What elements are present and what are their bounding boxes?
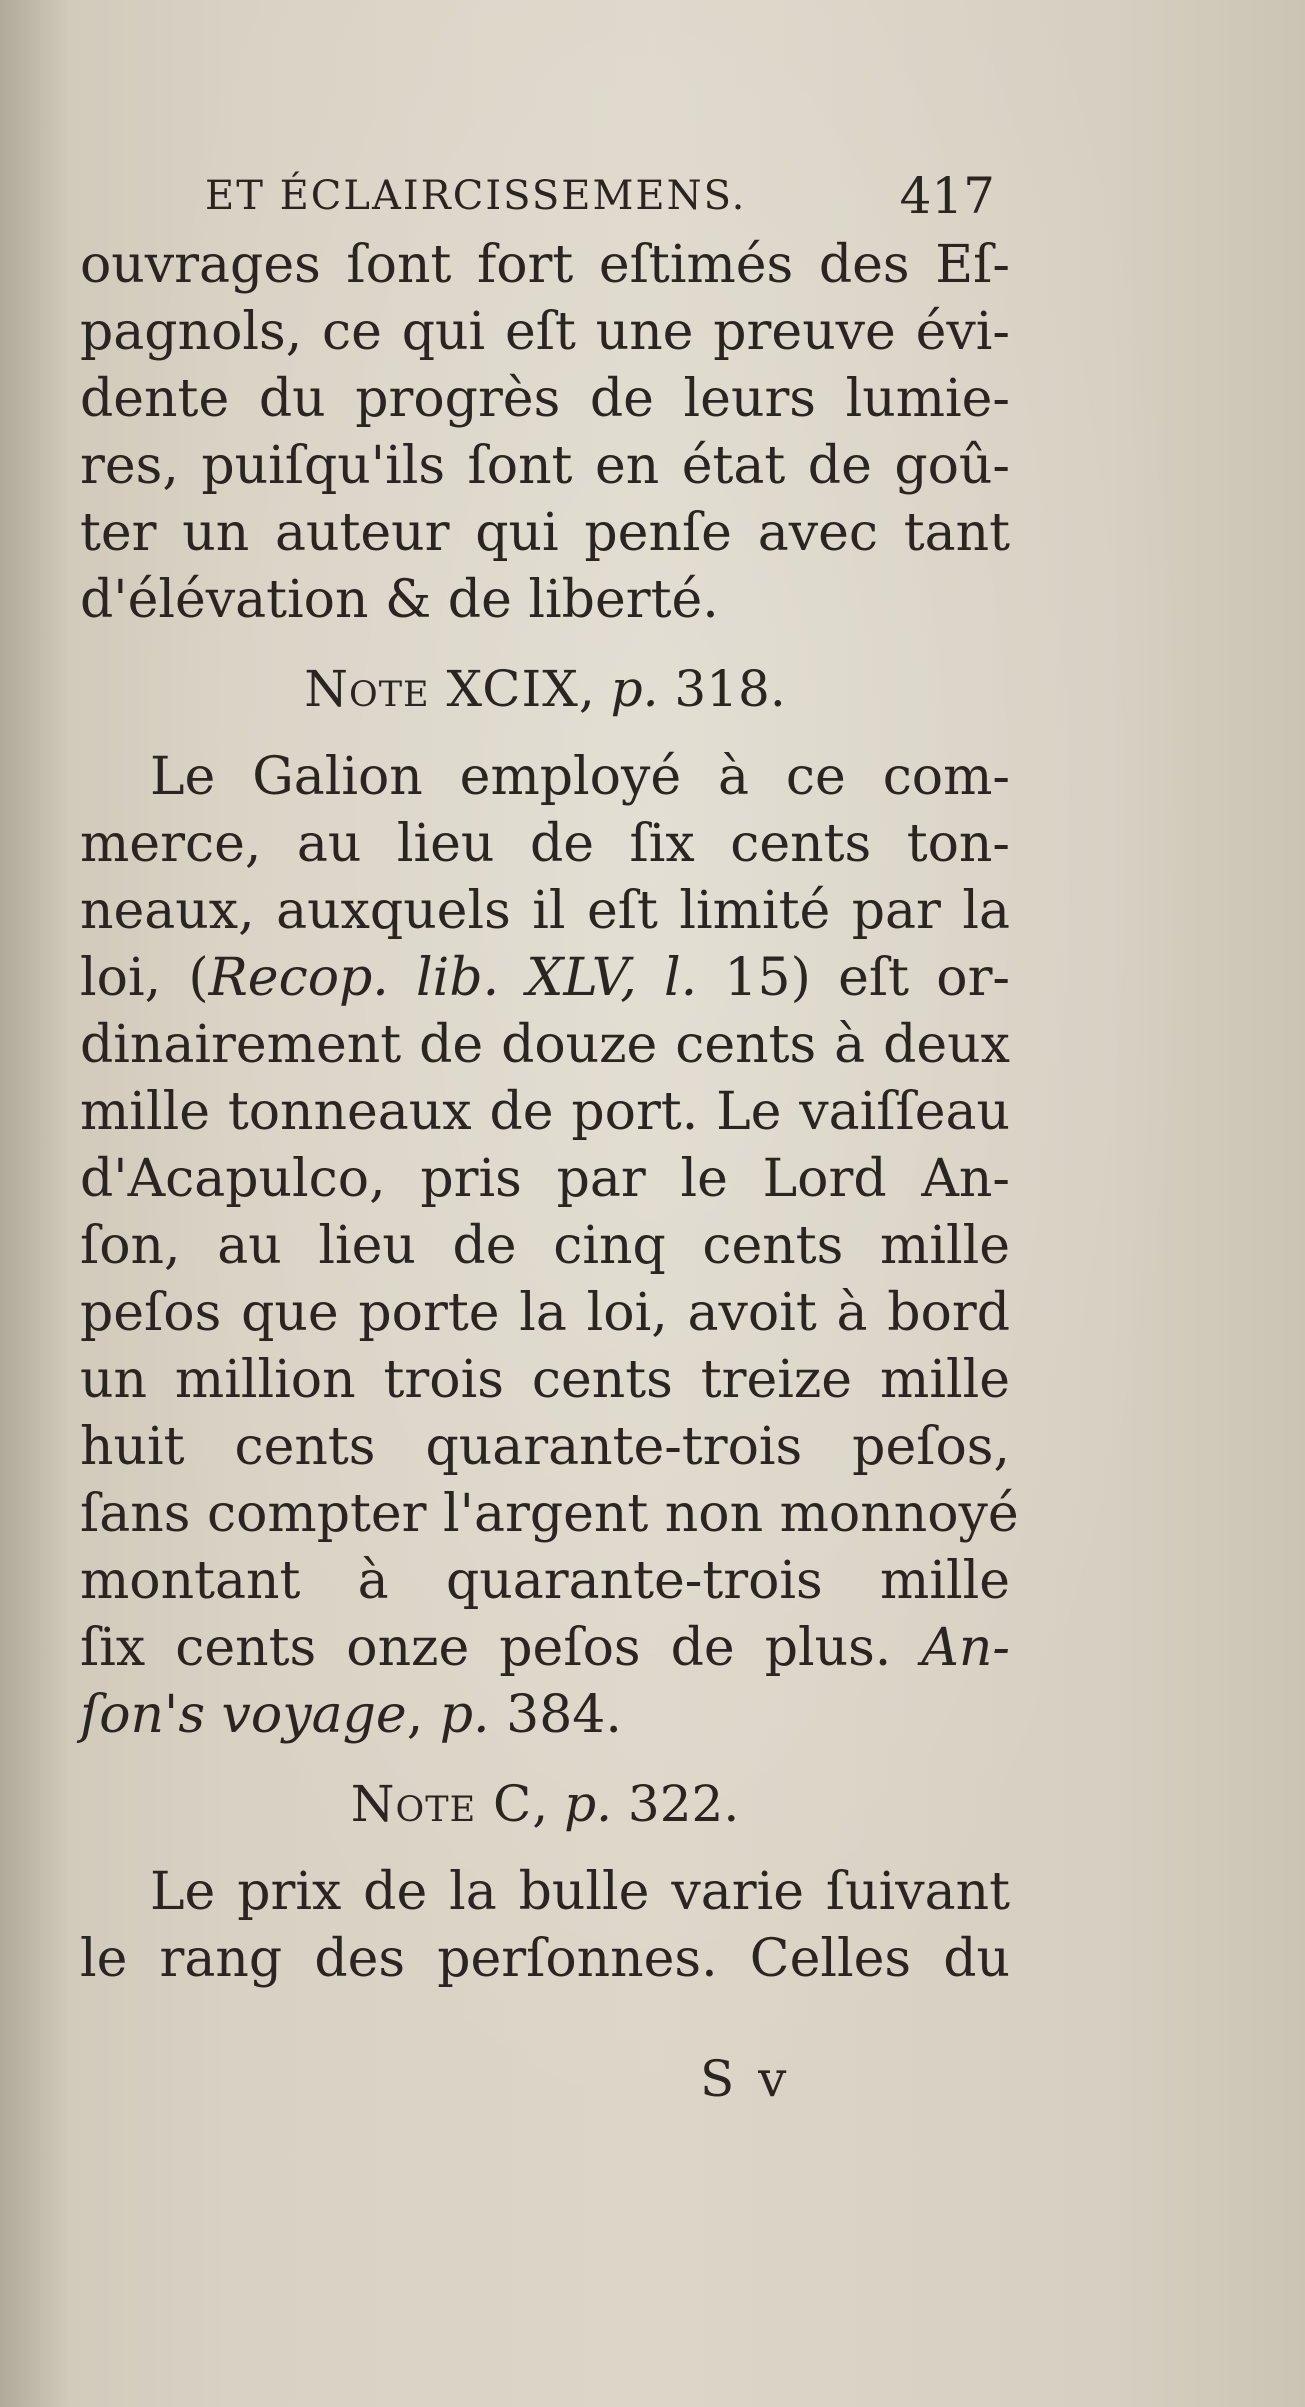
page-number: 417 <box>899 167 995 225</box>
text-line: neaux, auxquels il eſt limité par la <box>80 881 1010 941</box>
text-block <box>80 160 1019 1993</box>
text-line <box>80 945 1010 1012</box>
text-fragment: loi, ( <box>80 948 209 1008</box>
text-fragment: , <box>406 1685 440 1745</box>
paragraph-1 <box>80 232 1010 634</box>
text-line: dente du progrès de leurs lumie- <box>80 369 1010 429</box>
note-title: Note C <box>350 1775 533 1833</box>
running-head <box>80 160 1010 232</box>
text-line: dinairement de douze cents à deux <box>80 1015 1010 1075</box>
note-heading-c: Note C, p. 322. <box>350 1775 740 1833</box>
paragraph-2 <box>80 744 1019 1749</box>
text-line: le rang des perſonnes. Celles du <box>80 1929 1010 1989</box>
text-line: d'Acapulco, pris par le Lord An- <box>80 1149 1010 1209</box>
citation: Recop. lib. XLV, l. <box>208 948 698 1008</box>
text-fragment: 15) eſt or- <box>697 948 1010 1008</box>
running-head-title: ET ÉCLAIRCISSEMENS. <box>205 173 747 219</box>
text-line: pagnols, ce qui eſt une preuve évi- <box>80 302 1010 362</box>
page-ref-abbrev: p. <box>610 660 659 718</box>
text-line: d'élévation & de liberté. <box>80 570 719 630</box>
paragraph-3 <box>80 1859 1010 1993</box>
note-heading-xcix: Note XCIX, p. 318. <box>304 660 786 718</box>
page-ref-abbrev: p. <box>564 1775 612 1833</box>
text-fragment: 384. <box>489 1685 622 1745</box>
text-line: huit cents quarante-trois peſos, <box>80 1417 1010 1477</box>
text-line: mille tonneaux de port. Le vaiſſeau <box>80 1082 1010 1142</box>
text-line: Le Galion employé à ce com- <box>150 747 1010 807</box>
page-ref-number: 322. <box>627 1775 740 1833</box>
note-title: Note XCIX <box>304 660 579 718</box>
text-line: merce, au lieu de ſix cents ton- <box>80 814 1010 874</box>
text-line: ouvrages ſont fort eſtimés des Eſ- <box>80 235 1010 295</box>
page-ref-abbrev: p. <box>439 1685 490 1745</box>
text-line: res, puiſqu'ils ſont en état de goû- <box>80 436 1010 496</box>
text-fragment: ſix cents onze peſos de plus. <box>80 1618 922 1678</box>
text-line: Le prix de la bulle varie ſuivant <box>150 1862 1010 1922</box>
text-line: ter un auteur qui penſe avec tant <box>80 503 1010 563</box>
text-line: ſans compter l'argent non monnoyé <box>80 1484 1019 1544</box>
text-line <box>80 1682 1010 1749</box>
page-ref-number: 318. <box>674 660 786 718</box>
text-line: ſon, au lieu de cinq cents mille <box>80 1216 1010 1276</box>
signature-mark: S v <box>700 2050 791 2108</box>
text-line: montant à quarante-trois mille <box>80 1551 1010 1611</box>
text-line <box>80 1615 1010 1682</box>
text-line: peſos que porte la loi, avoit à bord <box>80 1283 1010 1343</box>
gutter-shadow <box>0 0 70 2407</box>
text-line: un million trois cents treize mille <box>80 1350 1010 1410</box>
citation: ſon's voyage <box>80 1685 407 1745</box>
citation: An- <box>921 1618 1010 1678</box>
